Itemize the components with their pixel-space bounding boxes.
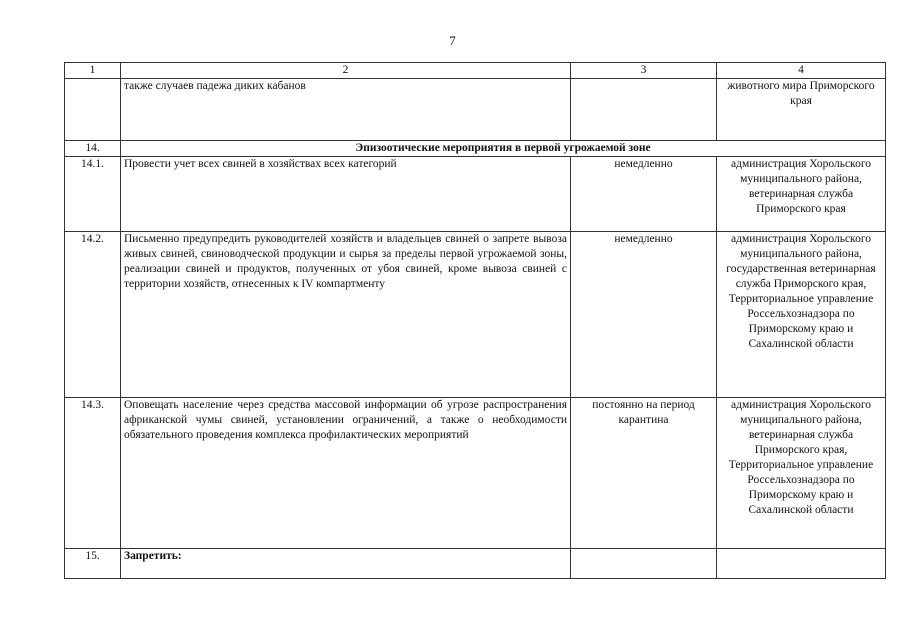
- row-task: Провести учет всех свиней в хозяйствах всех категорий: [121, 157, 571, 232]
- section-header-row: [65, 141, 886, 157]
- row-task: Письменно предупредить руководителей хозяйств и владельцев свиней о запрете вывоза живых свиней, свиноводческой продукции и сырья за пределы первой угрожаемой зоны, реализации свиней и продуктов, полученных от убоя свиней, кроме вывоза свиней с территории хозяйств, отнесенных к IV компартменту: [121, 232, 571, 398]
- row-term-empty: [571, 549, 717, 579]
- header-col-4: 4: [717, 63, 886, 79]
- table-row: [65, 157, 886, 232]
- row-responsible: администрация Хорольского муниципального района, ветеринарная служба Приморского края, Территориальное управление Россельхознадзора по Приморскому краю и Сахалинской области: [717, 398, 886, 549]
- table-header-row: [65, 63, 886, 79]
- row-task: Запретить:: [121, 549, 571, 579]
- header-col-2: 2: [121, 63, 571, 79]
- row-term: постоянно на период карантина: [571, 398, 717, 549]
- row-responsible-empty: [717, 549, 886, 579]
- row-responsible: администрация Хорольского муниципального района, государственная ветеринарная служба Приморского края, Территориальное управление Россельхознадзора по Приморскому краю и Сахалинской области: [717, 232, 886, 398]
- row-task: Оповещать население через средства массовой информации об угрозе распространения африканской чумы свиней, установлении ограничений, а также о необходимости обязательного проведения комплекса профилактических мероприятий: [121, 398, 571, 549]
- header-col-1: 1: [65, 63, 121, 79]
- section-number: 14.: [65, 141, 121, 157]
- section-title: Эпизоотические мероприятия в первой угрожаемой зоне: [121, 141, 886, 157]
- row-task: также случаев падежа диких кабанов: [121, 79, 571, 141]
- row-term: немедленно: [571, 232, 717, 398]
- header-col-3: 3: [571, 63, 717, 79]
- measures-table: [64, 62, 886, 579]
- row-number: 15.: [65, 549, 121, 579]
- row-term: [571, 79, 717, 141]
- row-term: немедленно: [571, 157, 717, 232]
- page-number: 7: [449, 33, 456, 48]
- row-number: 14.2.: [65, 232, 121, 398]
- row-number: 14.1.: [65, 157, 121, 232]
- table-row: [65, 398, 886, 549]
- row-number: [65, 79, 121, 141]
- row-responsible: животного мира Приморского края: [717, 79, 886, 141]
- row-number: 14.3.: [65, 398, 121, 549]
- table-row: [65, 232, 886, 398]
- row-responsible: администрация Хорольского муниципального района, ветеринарная служба Приморского края: [717, 157, 886, 232]
- table-row-continuation: [65, 79, 886, 141]
- table-row-final: [65, 549, 886, 579]
